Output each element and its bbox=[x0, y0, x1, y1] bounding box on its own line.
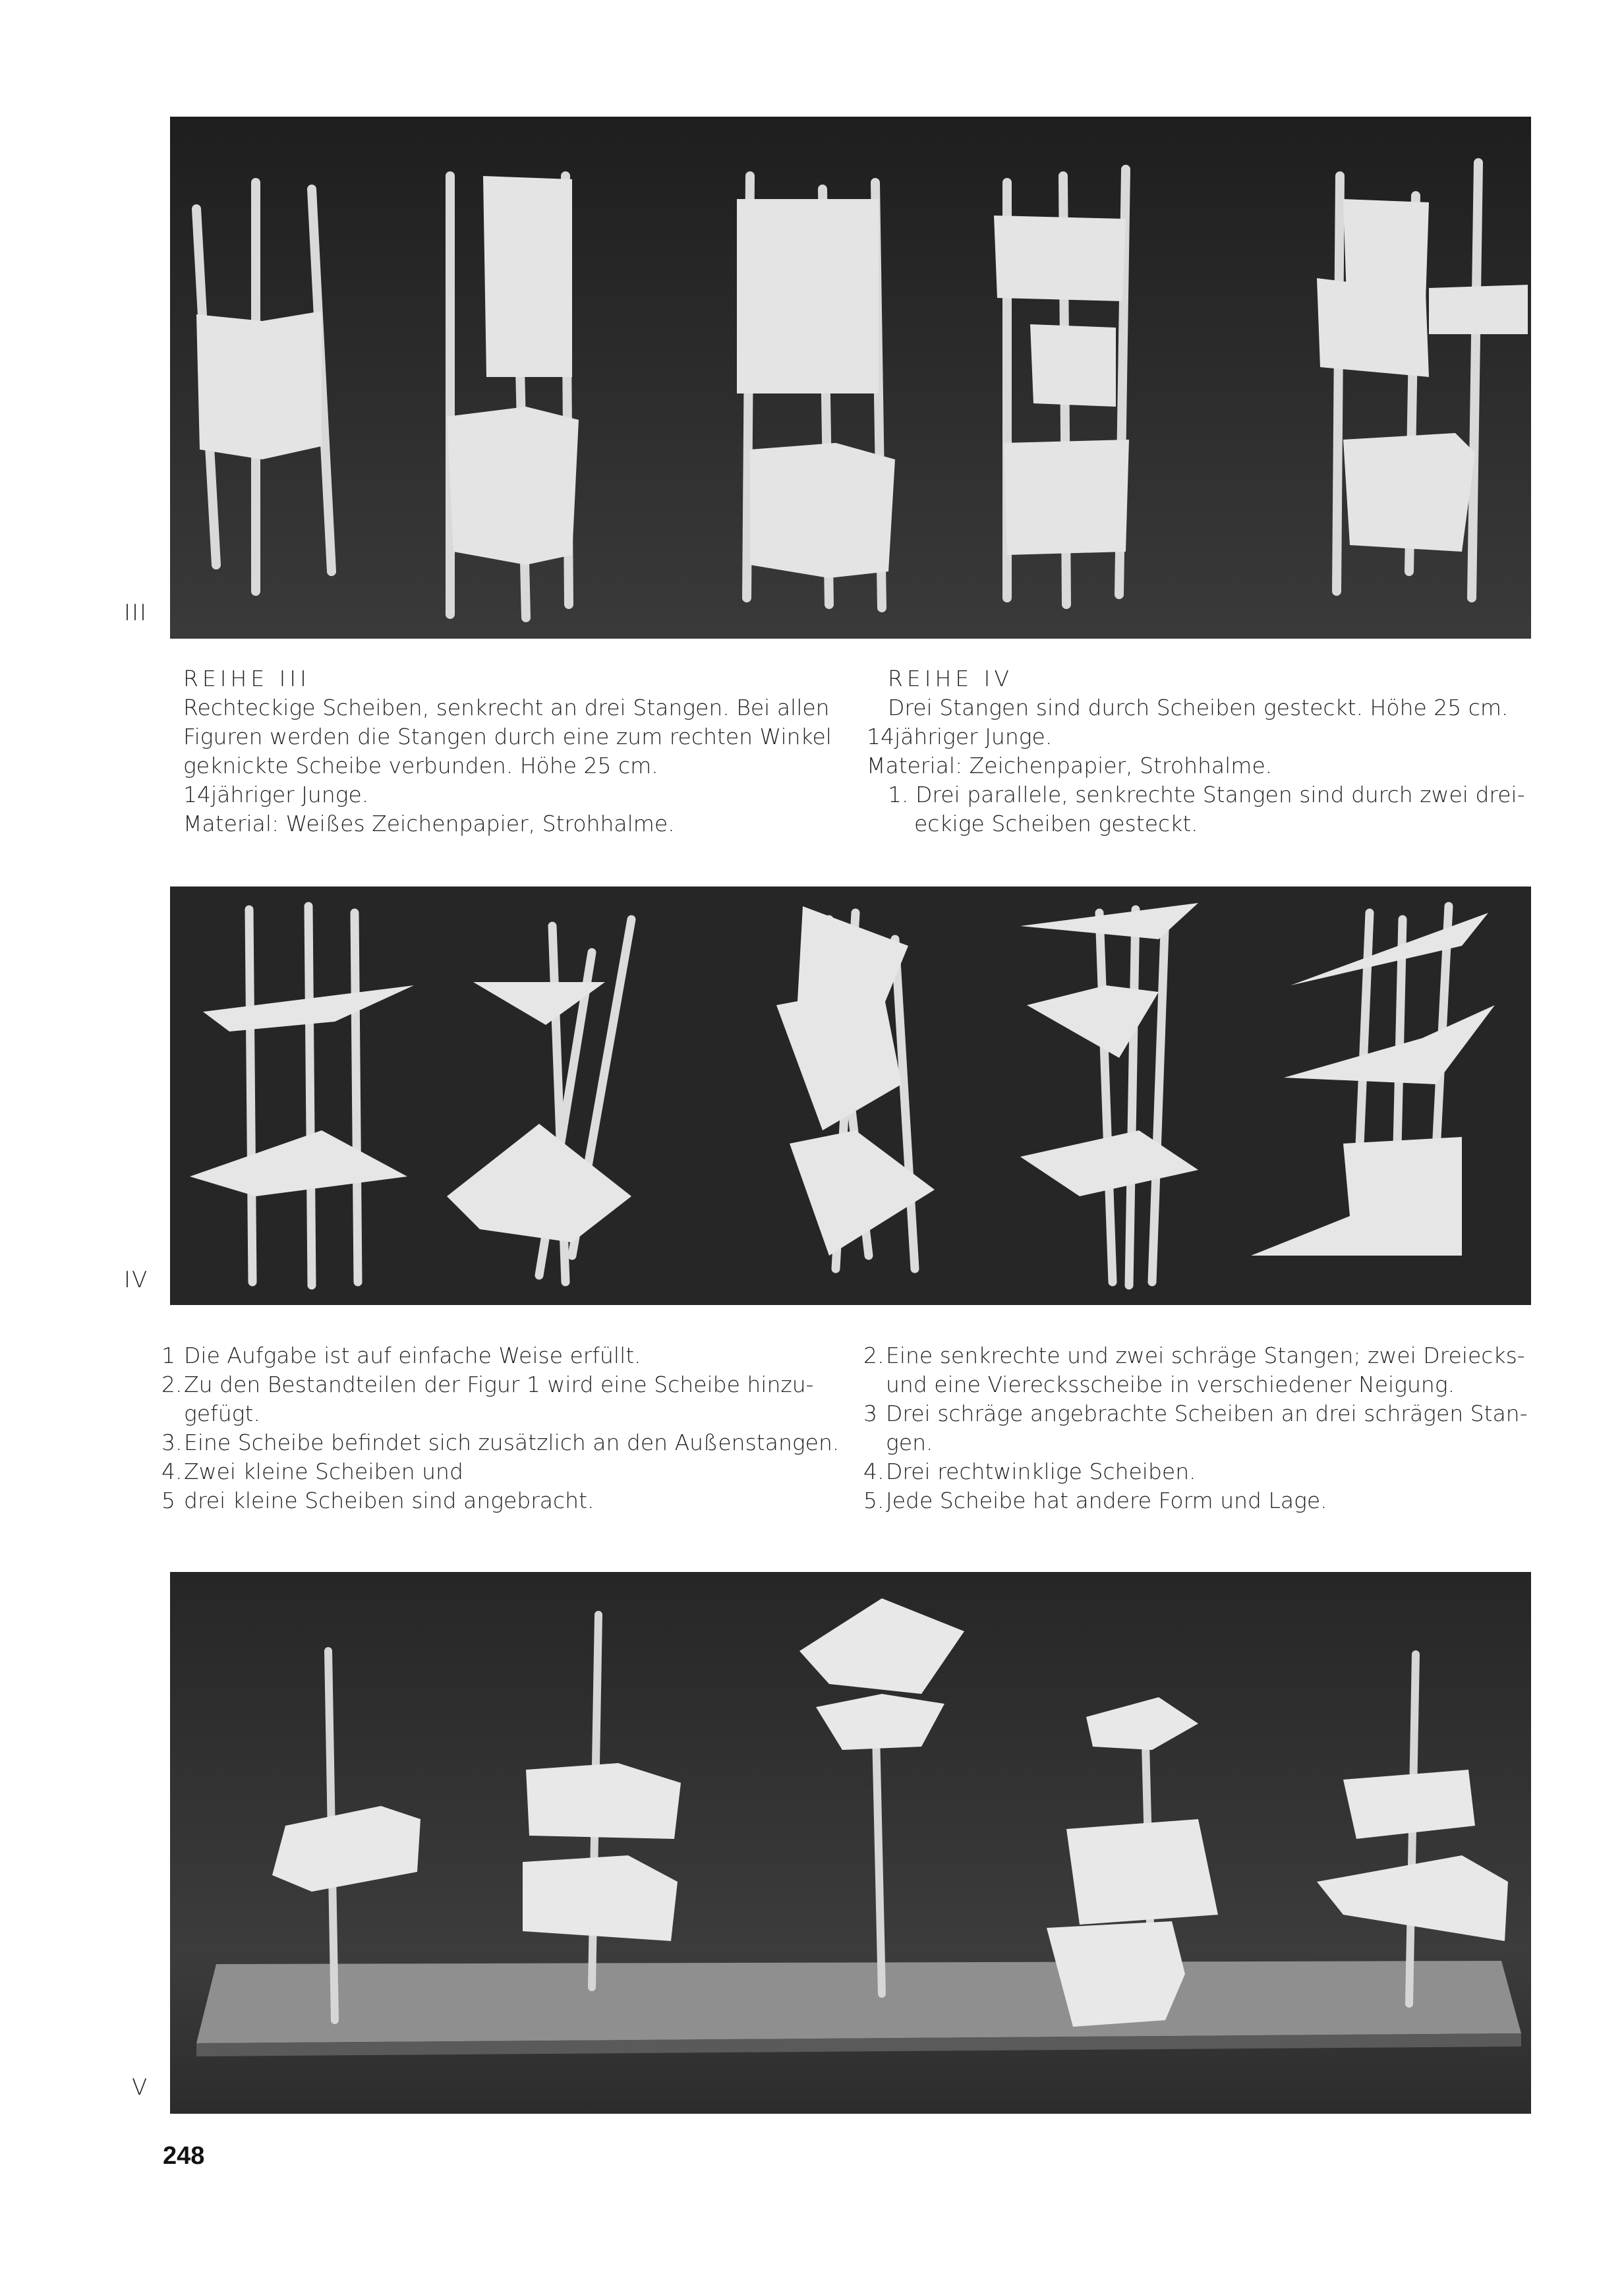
caption-text: Drei rechtwinklige Scheiben. bbox=[886, 1459, 1196, 1484]
photo-reihe-v bbox=[170, 1572, 1531, 2114]
reihe-iv-line: Drei Stangen sind durch Scheiben gesteckt. Höhe 25 cm. bbox=[888, 695, 1509, 720]
photo-reihe-iv bbox=[170, 886, 1531, 1305]
reihe-iv-line: Material: Zeichenpapier, Strohhalme. bbox=[867, 753, 1273, 778]
caption-item bbox=[161, 1428, 839, 1457]
reihe-iii-line: Rechteckige Scheiben, senkrecht an drei Stangen. Bei allen bbox=[183, 695, 830, 720]
captions-left bbox=[161, 1341, 839, 1515]
page-number: 248 bbox=[163, 2142, 205, 2170]
caption-item bbox=[863, 1399, 1528, 1428]
caption-text: Eine Scheibe befindet sich zusätzlich an den Außenstangen. bbox=[184, 1430, 840, 1455]
caption-text: drei kleine Scheiben sind angebracht. bbox=[184, 1488, 594, 1513]
caption-item bbox=[863, 1486, 1528, 1515]
caption-item bbox=[161, 1457, 839, 1486]
caption-number: 1 bbox=[161, 1343, 175, 1368]
caption-item bbox=[863, 1341, 1528, 1370]
caption-number: 3 bbox=[863, 1401, 877, 1426]
caption-text: Die Aufgabe ist auf einfache Weise erfüllt. bbox=[184, 1343, 641, 1368]
reihe-iii-line: Material: Weißes Zeichenpapier, Strohhalme. bbox=[183, 811, 675, 836]
caption-text: Zwei kleine Scheiben und bbox=[184, 1459, 463, 1484]
reihe-iv-line: 14jähriger Junge. bbox=[867, 724, 1053, 749]
caption-number: 2. bbox=[161, 1372, 183, 1397]
reihe-iv-heading: REIHE IV bbox=[888, 666, 1013, 691]
caption-number: 2. bbox=[863, 1343, 884, 1368]
reihe-iv-description bbox=[867, 664, 1525, 838]
caption-text: Drei schräge angebrachte Scheiben an drei schrägen Stan- bbox=[886, 1401, 1528, 1426]
caption-text-continued: gefügt. bbox=[184, 1401, 260, 1426]
caption-item bbox=[161, 1341, 839, 1370]
caption-item bbox=[161, 1486, 839, 1515]
caption-item bbox=[863, 1457, 1528, 1486]
caption-text-continued: und eine Vierecksscheibe in verschiedener Neigung. bbox=[886, 1372, 1455, 1397]
caption-number: 5. bbox=[863, 1488, 884, 1513]
caption-number: 4. bbox=[161, 1459, 183, 1484]
reihe-iii-line: 14jähriger Junge. bbox=[183, 782, 369, 807]
plate-number-iii: III bbox=[124, 600, 148, 626]
reihe-iii-heading: REIHE III bbox=[183, 666, 310, 691]
reihe-iii-description bbox=[183, 664, 832, 838]
caption-number: 5 bbox=[161, 1488, 175, 1513]
caption-item bbox=[161, 1370, 839, 1399]
photo-reihe-iii bbox=[170, 117, 1531, 639]
caption-text-continued: gen. bbox=[886, 1430, 933, 1455]
reihe-iv-line: 1. Drei parallele, senkrechte Stangen sind durch zwei drei- bbox=[888, 782, 1525, 807]
caption-number: 3. bbox=[161, 1430, 183, 1455]
captions-right bbox=[863, 1341, 1528, 1515]
caption-number: 4. bbox=[863, 1459, 884, 1484]
sculptures-reihe-iv bbox=[170, 886, 1531, 1305]
sculptures-reihe-v bbox=[170, 1572, 1531, 2114]
caption-text: Eine senkrechte und zwei schräge Stangen; zwei Dreiecks- bbox=[886, 1343, 1525, 1368]
sculptures-reihe-iii bbox=[170, 117, 1531, 639]
caption-text: Zu den Bestandteilen der Figur 1 wird eine Scheibe hinzu- bbox=[184, 1372, 814, 1397]
reihe-iv-line: eckige Scheiben gesteckt. bbox=[914, 811, 1198, 836]
plate-number-v: V bbox=[132, 2074, 149, 2101]
caption-text: Jede Scheibe hat andere Form und Lage. bbox=[886, 1488, 1327, 1513]
reihe-iii-line: geknickte Scheibe verbunden. Höhe 25 cm. bbox=[183, 753, 658, 778]
reihe-iii-line: Figuren werden die Stangen durch eine zum rechten Winkel bbox=[183, 724, 832, 749]
plate-number-iv: IV bbox=[124, 1267, 149, 1293]
